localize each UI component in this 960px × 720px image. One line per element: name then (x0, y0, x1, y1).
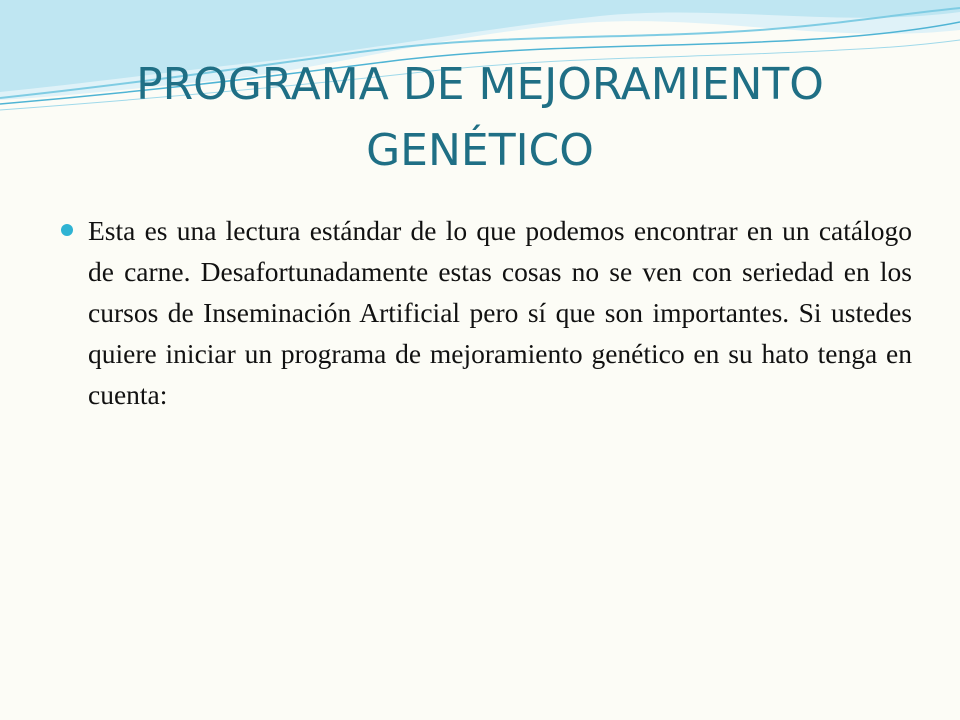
bullet-dot-icon (61, 224, 73, 236)
slide-title: PROGRAMA DE MEJORAMIENTO GENÉTICO (136, 59, 824, 176)
bullet-item (60, 210, 912, 415)
bullet-text: Esta es una lectura estándar de lo que podemos encontrar en un catálogo de carne. Desafortunadamente estas cosas no se ven con seriedad en los cursos de Inseminación Artificial pero sí que son importantes. Si ustedes quiere iniciar un programa de mejoramiento genético en su hato tenga en cuenta: (88, 215, 912, 410)
bullet-list (60, 210, 912, 415)
